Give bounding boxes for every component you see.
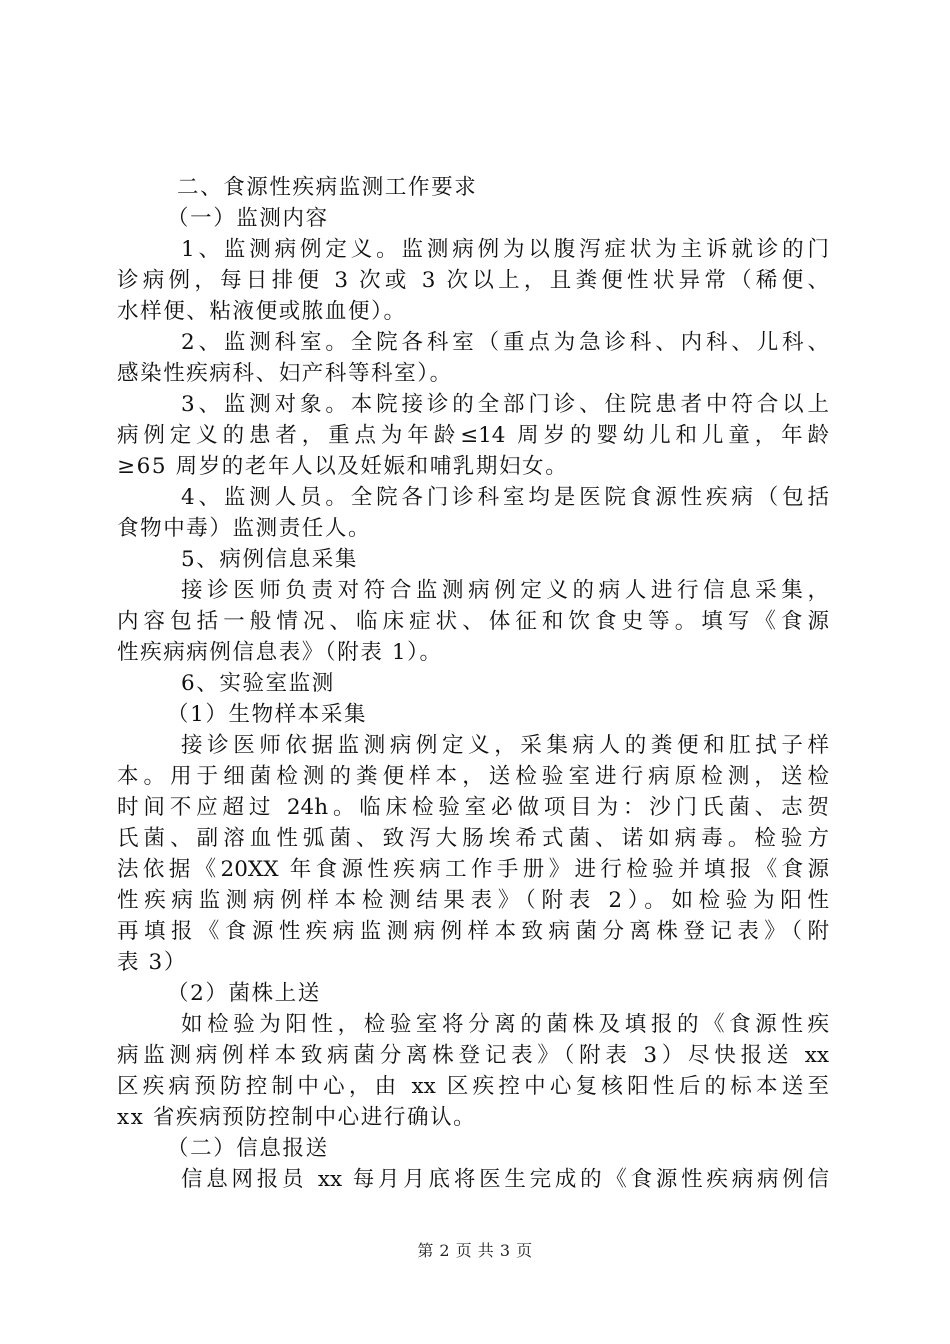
subitem-title-strain-submission: （2）菌株上送 bbox=[167, 981, 321, 1006]
item-title-lab-monitoring: 6、实验室监测 bbox=[181, 671, 335, 696]
document-body bbox=[117, 172, 829, 1195]
paragraph-line: xx 省疾病预防控制中心进行确认。 bbox=[117, 1105, 477, 1130]
paragraph-line: 内容包括一般情况、临床症状、体征和饮食史等。填写《食源 bbox=[117, 609, 829, 634]
paragraph-line: 时间不应超过 24h。临床检验室必做项目为：沙门氏菌、志贺 bbox=[117, 795, 829, 820]
paragraph-line: 信息网报员 xx 每月月底将医生完成的《食源性疾病病例信 bbox=[181, 1167, 829, 1192]
paragraph-line: 区疾病预防控制中心，由 xx 区疾控中心复核阳性后的标本送至 bbox=[117, 1074, 829, 1099]
paragraph-line: ≥65 周岁的老年人以及妊娠和哺乳期妇女。 bbox=[117, 454, 569, 479]
paragraph-line: 如检验为阳性，检验室将分离的菌株及填报的《食源性疾 bbox=[181, 1012, 829, 1037]
subitem-title-sample-collection: （1）生物样本采集 bbox=[167, 702, 368, 727]
paragraph-line: 法依据《20XX 年食源性疾病工作手册》进行检验并填报《食源 bbox=[117, 857, 829, 882]
paragraph-line: 2、监测科室。全院各科室（重点为急诊科、内科、儿科、 bbox=[181, 330, 829, 355]
paragraph-line: 诊病例，每日排便 3 次或 3 次以上，且粪便性状异常（稀便、 bbox=[117, 268, 829, 293]
paragraph-line: 接诊医师依据监测病例定义，采集病人的粪便和肛拭子样 bbox=[181, 733, 829, 758]
paragraph-line: 性疾病病例信息表》（附表 1）。 bbox=[117, 640, 443, 665]
page-footer: 第 2 页 共 3 页 bbox=[417, 1241, 533, 1260]
paragraph-line: 食物中毒）监测责任人。 bbox=[117, 516, 372, 541]
paragraph-line: 接诊医师负责对符合监测病例定义的病人进行信息采集， bbox=[181, 578, 829, 603]
paragraph-line: 再填报《食源性疾病监测病例样本致病菌分离株登记表》（附 bbox=[117, 919, 829, 944]
paragraph-line: 性疾病监测病例样本检测结果表》（附表 2）。如检验为阳性 bbox=[117, 888, 829, 913]
paragraph-line: 氏菌、副溶血性弧菌、致泻大肠埃希式菌、诺如病毒。检验方 bbox=[117, 826, 829, 851]
subsection-title-info-reporting: （二）信息报送 bbox=[167, 1136, 329, 1161]
paragraph-line: 3、监测对象。本院接诊的全部门诊、住院患者中符合以上 bbox=[181, 392, 829, 417]
paragraph-line: 表 3） bbox=[117, 950, 187, 975]
paragraph-line: 水样便、粘液便或脓血便）。 bbox=[117, 299, 407, 324]
item-title-case-info-collection: 5、病例信息采集 bbox=[181, 547, 358, 572]
subsection-title-monitoring-content: （一）监测内容 bbox=[167, 206, 329, 231]
paragraph-line: 病监测病例样本致病菌分离株登记表》（附表 3）尽快报送 xx bbox=[117, 1043, 829, 1068]
paragraph-line: 感染性疾病科、妇产科等科室）。 bbox=[117, 361, 453, 386]
paragraph-line: 病例定义的患者，重点为年龄≤14 周岁的婴幼儿和儿童，年龄 bbox=[117, 423, 829, 448]
paragraph-line: 本。用于细菌检测的粪便样本，送检验室进行病原检测，送检 bbox=[117, 764, 829, 789]
paragraph-line: 4、监测人员。全院各门诊科室均是医院食源性疾病（包括 bbox=[181, 485, 829, 510]
section-heading: 二、食源性疾病监测工作要求 bbox=[177, 175, 478, 200]
paragraph-line: 1、监测病例定义。监测病例为以腹泻症状为主诉就诊的门 bbox=[181, 237, 829, 262]
